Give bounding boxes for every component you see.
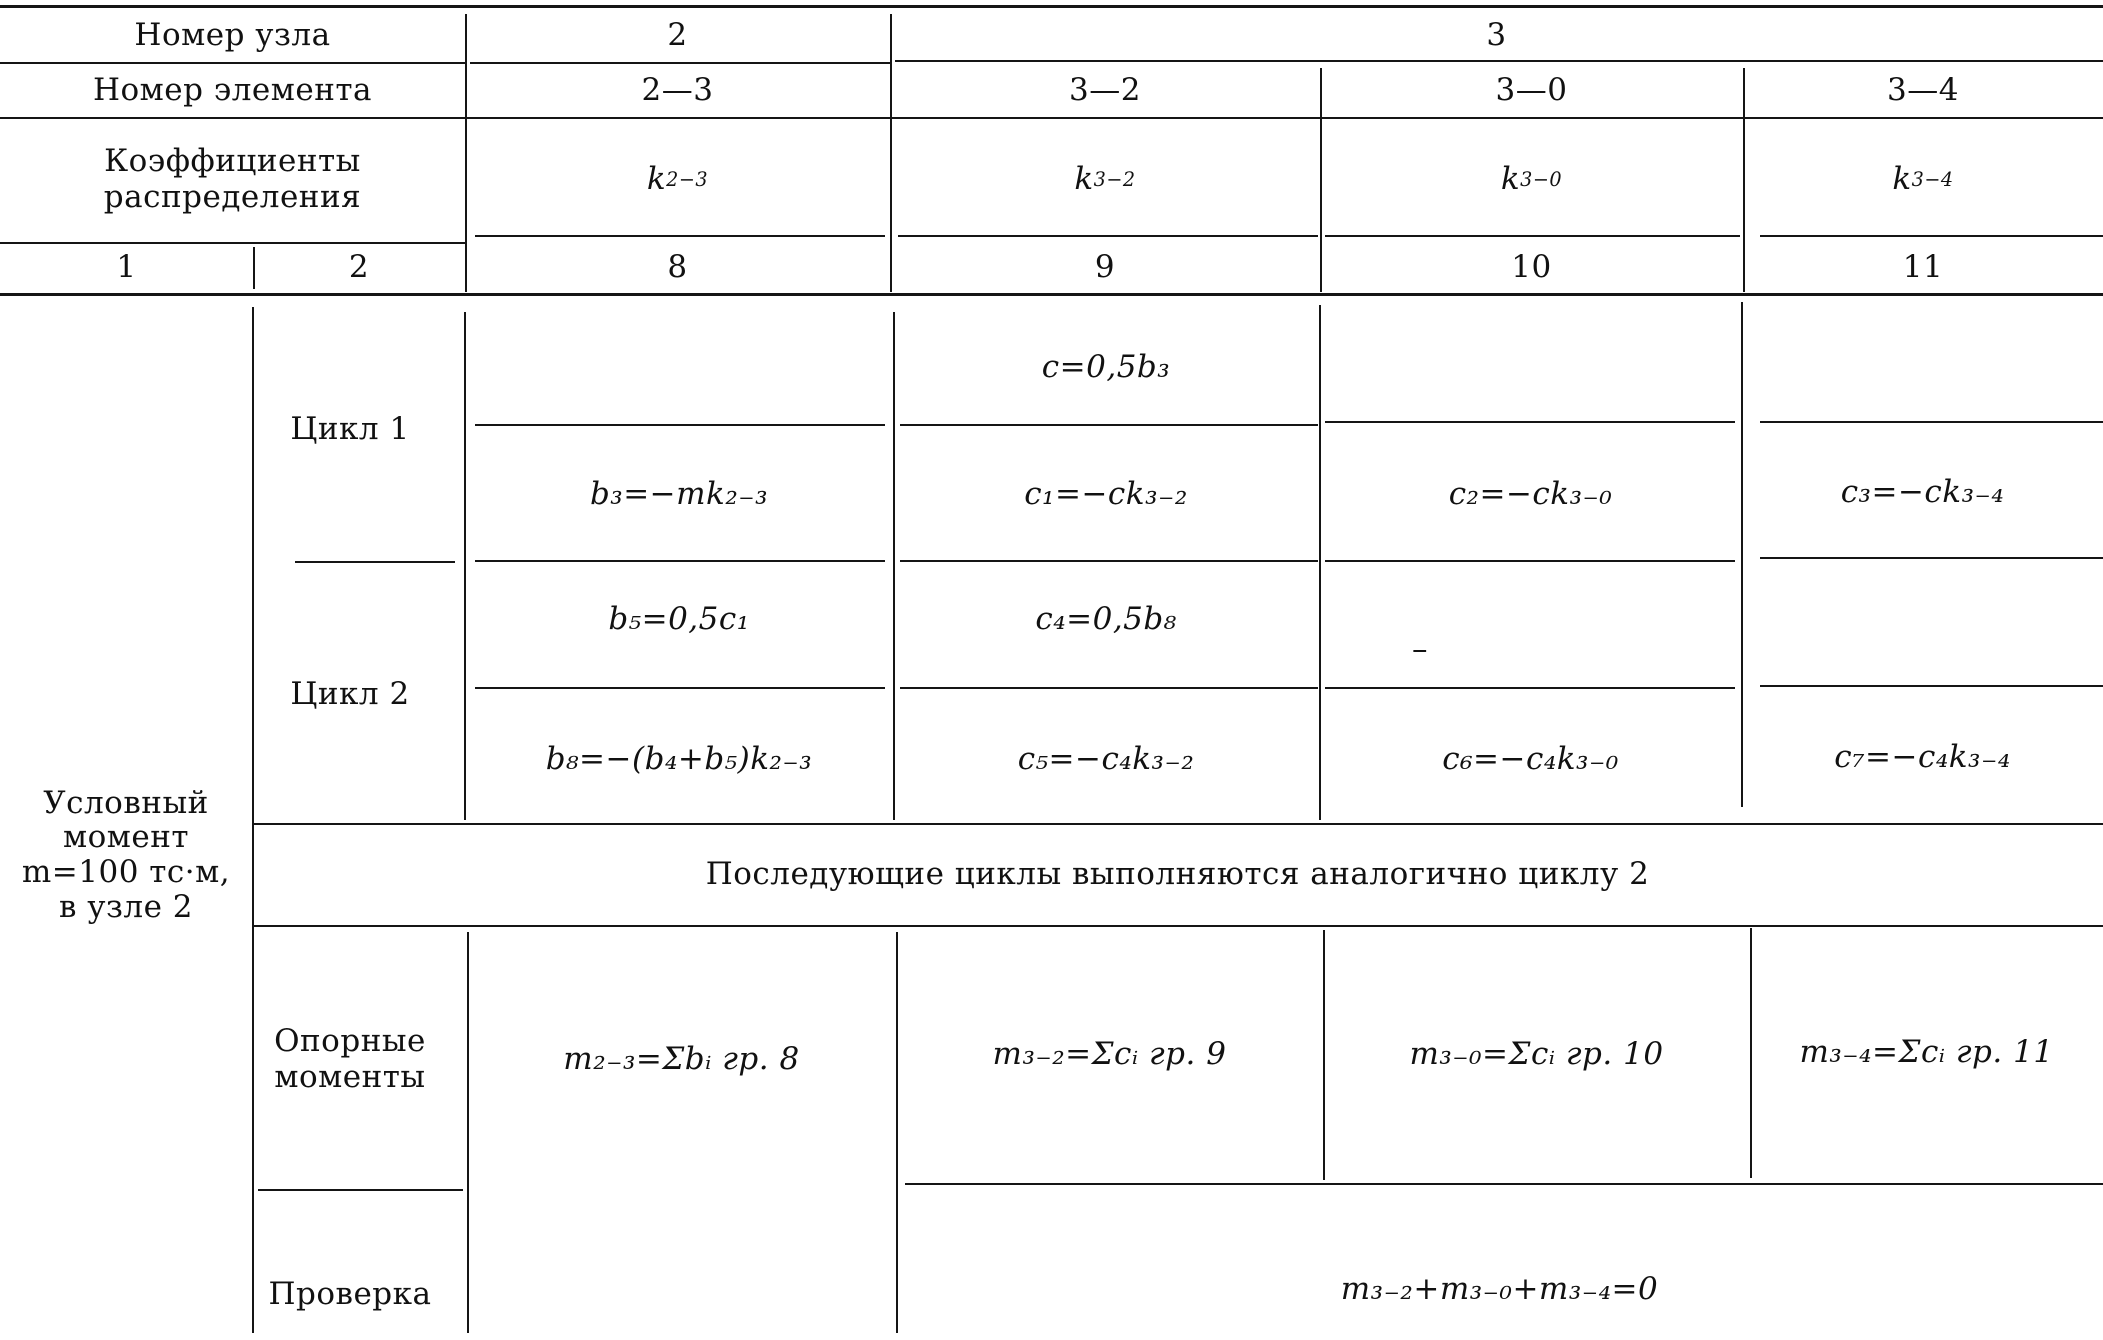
- element-3-4: 3—4: [1887, 72, 1959, 109]
- coef-k-3-2-symbol: k: [1074, 161, 1094, 198]
- coef-k-3-2: [890, 120, 1320, 240]
- element-3-2: 3—2: [1069, 72, 1141, 109]
- group-label-line-4: в узле 2: [58, 888, 194, 925]
- formula-c-half-b3: c=0,5b₃: [1041, 349, 1171, 386]
- group-label-line-2: момент: [62, 819, 190, 856]
- rule-under-element: [0, 117, 2103, 119]
- rule-under-node-2: [470, 62, 890, 64]
- coef-k-2-3-symbol: k: [646, 161, 667, 198]
- coef-k-3-0-symbol: k: [1500, 161, 1521, 198]
- node-number-label: Номер узла: [134, 17, 331, 54]
- cycle-2-label: Цикл 2: [290, 676, 410, 713]
- support-moments-label: [255, 1010, 445, 1110]
- column-number-2: 2: [348, 249, 370, 286]
- rule-top: [0, 5, 2103, 8]
- formula-m-3-2: m₃₋₂=Σcᵢ гр. 9: [992, 1036, 1227, 1073]
- element-number-label: Номер элемента: [92, 72, 372, 109]
- group-label-line-1: Условный: [43, 784, 209, 821]
- distribution-coefficients-label: [0, 120, 465, 240]
- rule-below-following: [252, 925, 2103, 927]
- empty-dash-col-10: –: [1412, 631, 1428, 668]
- node-3: 3: [1486, 17, 1507, 54]
- formula-c5: c₅=−c₄k₃₋₂: [1017, 741, 1195, 778]
- coef-k-3-0-index: 3−0: [1520, 167, 1563, 191]
- group-label-line-3: m=100 тс·м,: [21, 854, 231, 890]
- coef-k-3-4-index: 3−4: [1911, 167, 1954, 191]
- column-number-10: 10: [1511, 249, 1552, 286]
- coef-k-2-3-index: 2−3: [666, 167, 709, 191]
- check-label: Проверка: [268, 1276, 432, 1313]
- formula-c2: c₂=−ck₃₋₀: [1448, 476, 1613, 513]
- rule-cycle-split-11: [1760, 557, 2103, 559]
- conditional-moment-label: [0, 770, 252, 940]
- support-label-line-1: Опорные: [274, 1023, 426, 1060]
- coef-k-3-4-symbol: k: [1892, 161, 1912, 198]
- rule-above-following: [252, 823, 2103, 825]
- rule-cycle1-mid-11: [1760, 421, 2103, 423]
- rule-cycle-split-9: [900, 560, 1318, 562]
- support-label-line-2: моменты: [274, 1059, 426, 1095]
- coef-k-3-2-index: 3−2: [1093, 167, 1136, 191]
- formula-c6: c₆=−c₄k₃₋₀: [1442, 741, 1619, 778]
- cycle-1-label: Цикл 1: [290, 411, 410, 448]
- formula-c4: c₄=0,5b₈: [1035, 601, 1177, 638]
- rule-cycle1-mid-8: [475, 424, 885, 426]
- rule-cycle1-mid-9: [900, 424, 1318, 426]
- rule-cycle2-mid-9: [900, 687, 1318, 689]
- formula-c7: c₇=−c₄k₃₋₄: [1834, 739, 2011, 776]
- formula-b5: b₅=0,5c₁: [608, 601, 750, 638]
- column-number-1: 1: [116, 249, 137, 286]
- rule-cycle-split-2: [295, 561, 455, 563]
- formula-m-3-4: m₃₋₄=Σcᵢ гр. 11: [1799, 1034, 2054, 1071]
- rule-under-numbers: [0, 293, 2103, 296]
- rule-under-node: [0, 62, 465, 64]
- formula-b3: b₃=−mk₂₋₃: [589, 476, 769, 513]
- rule-cycle2-mid-11: [1760, 685, 2103, 687]
- column-number-9: 9: [1094, 249, 1116, 286]
- vrule-col2-8-lower: [467, 932, 469, 1333]
- rule-cycle2-mid-10: [1325, 687, 1735, 689]
- rule-under-node-3: [895, 60, 2103, 62]
- rule-above-check-2: [258, 1189, 463, 1191]
- formula-b8: b₈=−(b₄+b₅)k₂₋₃: [545, 741, 813, 778]
- formula-c3: c₃=−ck₃₋₄: [1840, 474, 2005, 511]
- column-number-8: 8: [667, 249, 688, 286]
- formula-c1: c₁=−ck₃₋₂: [1024, 476, 1188, 513]
- coef-k-3-0: [1320, 120, 1743, 240]
- coef-label-line-2: распределения: [103, 179, 362, 215]
- coef-k-3-4: [1743, 120, 2103, 240]
- following-cycles-note: Последующие циклы выполняются аналогично циклу 2: [705, 855, 1650, 892]
- rule-cycle-split-10: [1325, 560, 1735, 562]
- formula-check-sum: m₃₋₂+m₃₋₀+m₃₋₄=0: [1340, 1271, 1659, 1308]
- rule-cycle2-mid-8: [475, 687, 885, 689]
- rule-above-check-wide: [905, 1183, 2103, 1185]
- rule-under-coef: [0, 242, 465, 244]
- node-2: 2: [667, 17, 688, 54]
- rule-cycle1-mid-10: [1325, 421, 1735, 423]
- column-number-11: 11: [1902, 249, 1944, 286]
- element-3-0: 3—0: [1495, 72, 1568, 109]
- coef-k-2-3: [465, 120, 890, 240]
- element-2-3: 2—3: [641, 72, 714, 109]
- formula-m-2-3: m₂₋₃=Σbᵢ гр. 8: [563, 1041, 800, 1078]
- rule-cycle-split-8: [475, 560, 885, 562]
- vrule-col1-2: [252, 307, 254, 1333]
- formula-m-3-0: m₃₋₀=Σcᵢ гр. 10: [1409, 1036, 1664, 1073]
- coef-label-line-1: Коэффициенты: [104, 143, 361, 180]
